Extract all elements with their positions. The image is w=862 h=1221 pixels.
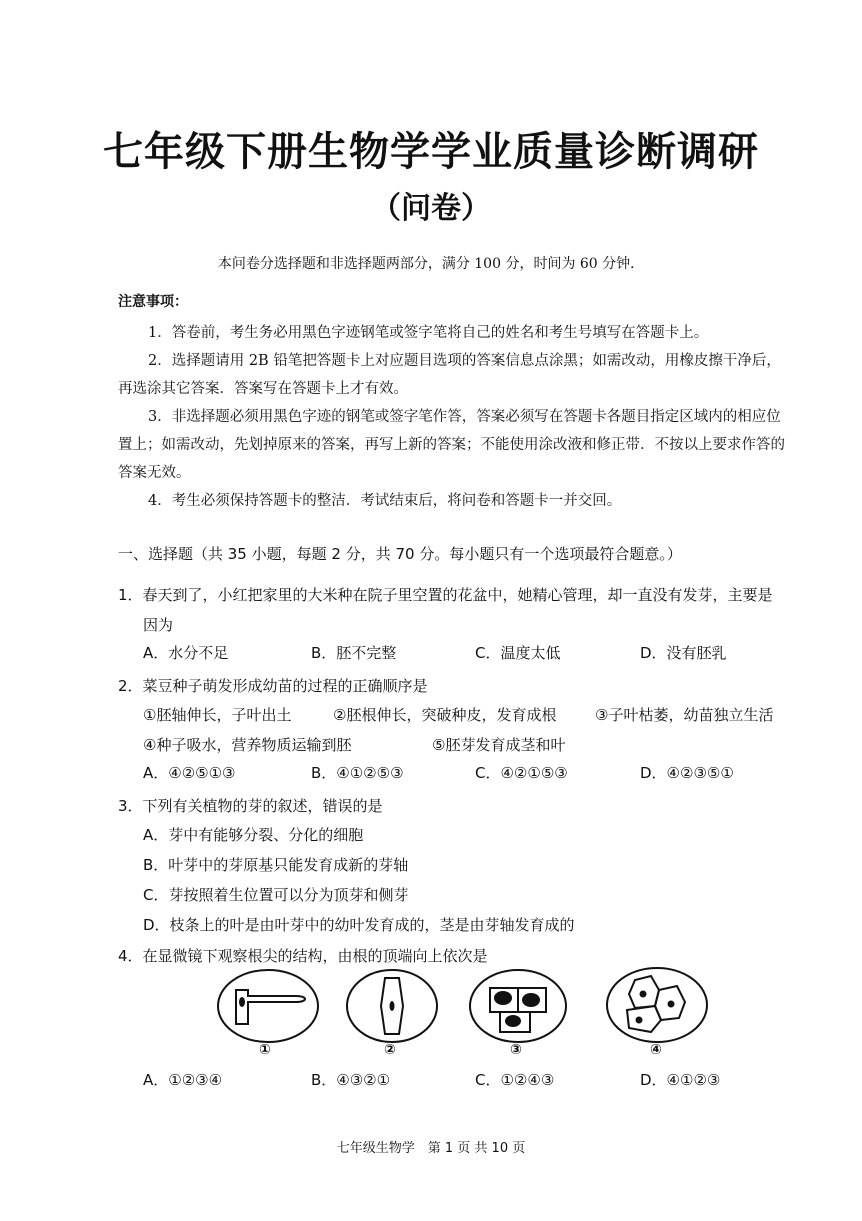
question-1-stem: 1．春天到了，小红把家里的大米种在院子里空置的花盆中，她精心管理，却一直没有发芽，主要是 — [118, 586, 773, 604]
question-1-option-a: A．水分不足 — [143, 644, 229, 662]
question-2-item-5: ⑤胚芽发育成茎和叶 — [432, 736, 566, 754]
question-4-stem: 4．在显微镜下观察根尖的结构，由根的顶端向上依次是 — [118, 947, 488, 965]
question-3-option-c: C．芽按照着生位置可以分为顶芽和侧芽 — [143, 886, 409, 904]
question-3-option-a: A．芽中有能够分裂、分化的细胞 — [143, 826, 364, 844]
section-heading: 一、选择题（共 35 小题，每题 2 分，共 70 分。每小题只有一个选项最符合题意。） — [118, 545, 682, 563]
notice-item: 4．考生必须保持答题卡的整洁．考试结束后，将问卷和答题卡一并交回。 — [148, 493, 622, 509]
question-1-option-c: C．温度太低 — [475, 644, 561, 662]
notice-item: 2．选择题请用 2B 铅笔把答题卡上对应题目选项的答案信息点涂黑；如需改动，用橡皮擦干净后，再选涂其它答案．答案写在答题卡上才有效。 — [118, 353, 781, 397]
question-3-option-d: D．枝条上的叶是由叶芽中的幼叶发育成的，茎是由芽轴发育成的 — [143, 916, 575, 934]
figure-label-3: ③ — [510, 1042, 522, 1058]
page-title: 七年级下册生物学学业质量诊断调研 — [103, 129, 759, 175]
root-hair-cell-figure — [216, 968, 320, 1044]
figure-label-1: ① — [259, 1042, 271, 1058]
question-2-stem: 2．菜豆种子萌发形成幼苗的过程的正确顺序是 — [118, 677, 428, 695]
notice-title: 注意事项： — [118, 294, 188, 310]
question-4-option-c: C．①②④③ — [475, 1071, 555, 1089]
question-2-option-a: A．④②⑤①③ — [143, 764, 236, 782]
question-2-item-3: ③子叶枯萎，幼苗独立生活 — [595, 706, 774, 724]
question-1-stem-cont: 因为 — [143, 616, 174, 634]
question-2-item-1: ①胚轴伸长，子叶出土 — [143, 706, 292, 724]
page-subtitle: （问卷） — [371, 191, 491, 226]
question-4-option-b: B．④③②① — [311, 1071, 391, 1089]
meristem-cells-figure — [468, 968, 568, 1044]
elongation-cell-figure — [345, 968, 439, 1044]
question-1-option-d: D．没有胚乳 — [640, 644, 727, 662]
question-2-option-b: B．④①②⑤③ — [311, 764, 404, 782]
notice-list — [118, 319, 794, 515]
question-2-option-d: D．④②③⑤① — [640, 764, 734, 782]
question-3-option-b: B．叶芽中的芽原基只能发育成新的芽轴 — [143, 856, 409, 874]
intro-text: 本问卷分选择题和非选择题两部分，满分 100 分，时间为 60 分钟． — [217, 256, 645, 272]
figure-label-2: ② — [384, 1042, 396, 1058]
question-2-item-4: ④种子吸水，营养物质运输到胚 — [143, 736, 352, 754]
notice-item: 3．非选择题必须用黑色字迹的钢笔或签字笔作答，答案必须写在答题卡各题目指定区域内的相应位置上；如需改动，先划掉原来的答案，再写上新的答案；不能使用涂改液和修正带．不按以上要求作答的答案无效。 — [118, 409, 785, 481]
question-2-item-2: ②胚根伸长，突破种皮，发育成根 — [333, 706, 557, 724]
question-2-option-c: C．④②①⑤③ — [475, 764, 568, 782]
notice-item: 1．答卷前，考生务必用黑色字迹钢笔或签字笔将自己的姓名和考生号填写在答题卡上。 — [148, 325, 709, 341]
question-4-option-d: D．④①②③ — [640, 1071, 721, 1089]
question-3-stem: 3．下列有关植物的芽的叙述，错误的是 — [118, 797, 383, 815]
question-1-option-b: B．胚不完整 — [311, 644, 397, 662]
figure-label-4: ④ — [650, 1042, 662, 1058]
page-footer: 七年级生物学 第 1 页 共 10 页 — [336, 1141, 526, 1156]
question-4-option-a: A．①②③④ — [143, 1071, 223, 1089]
root-cap-cells-figure — [605, 966, 709, 1044]
